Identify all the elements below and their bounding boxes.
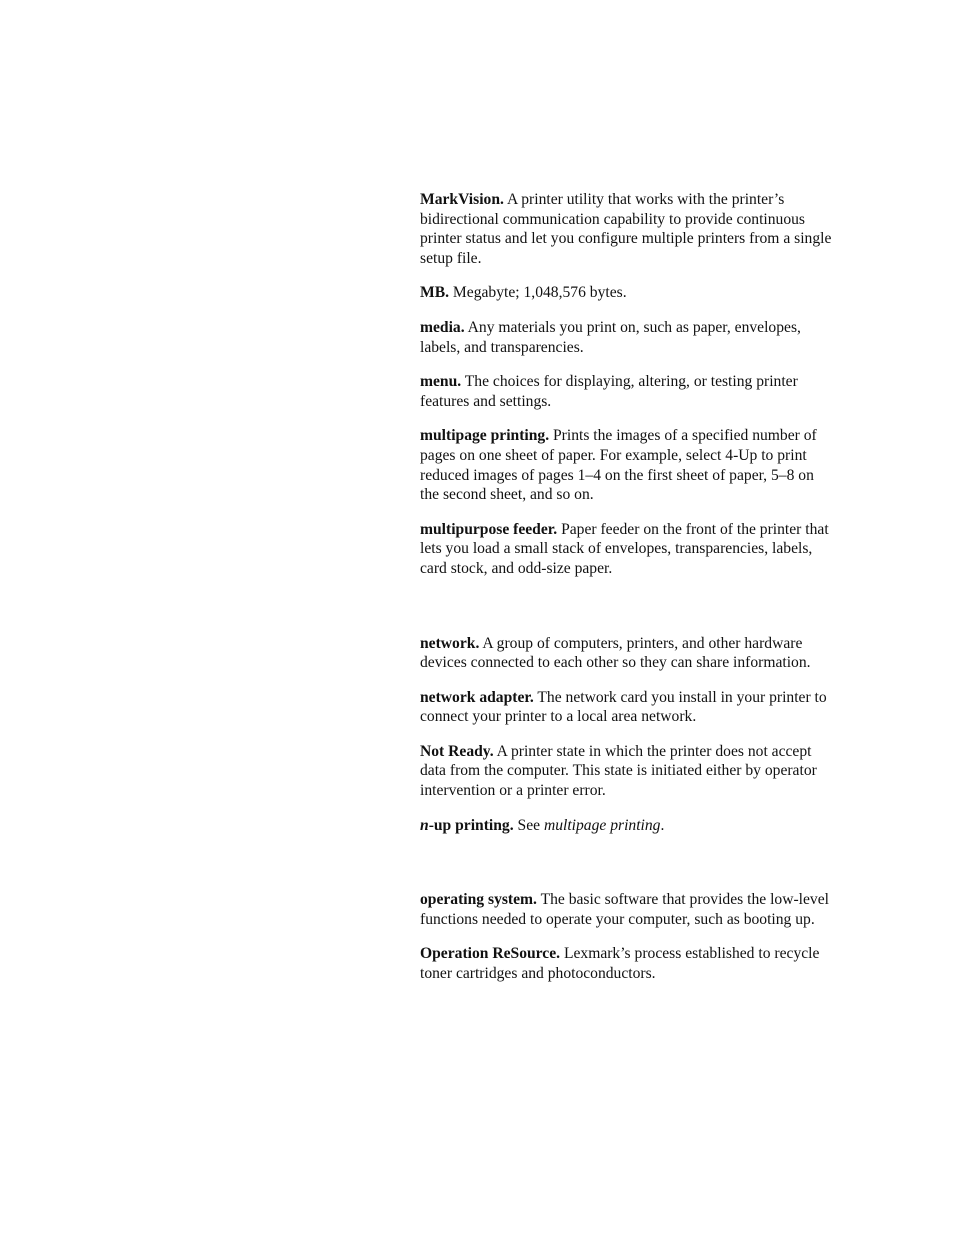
glossary-definition: A printer utility that works with the printer’s bidirectional communication capability to provide continuous printer status and let you configure multiple printers from a single setup file. [420,191,832,267]
glossary-term: multipage printing. [420,427,550,445]
glossary-term: MB. [420,284,450,302]
glossary-definition: The basic software that provides the low-level functions needed to operate your computer, such as booting up. [420,891,829,928]
section-divider [420,850,835,890]
glossary-entry-network-adapter [420,688,835,727]
glossary-entry-not-ready [420,742,835,801]
glossary-cross-reference: multipage printing [543,816,661,834]
glossary-definition: Lexmark’s process established to recycle toner cartridges and photoconductors. [420,945,820,983]
glossary-term: Not Ready. [420,742,494,760]
glossary-see-text: See [513,816,544,834]
glossary-term-italic: n [420,816,429,834]
glossary-definition: Prints the images of a specified number of pages on one sheet of paper. For example, select 4-Up to print reduced images of pages 1–4 on the first sheet of paper, 5–8 on the second sheet, and so on. [420,427,817,504]
glossary-term: multipurpose feeder. [420,520,558,538]
glossary-entry-markvision [420,190,835,268]
glossary-list [420,190,835,999]
glossary-entry-menu [420,372,835,411]
glossary-entry-operation-resource [420,944,835,983]
glossary-entry-mb [420,283,835,303]
glossary-definition: A printer state in which the printer does not accept data from the computer. This state is initiated either by operator intervention or a printer error. [420,742,817,800]
glossary-term: media. [420,318,465,336]
glossary-term [420,817,514,834]
glossary-entry-operating-system [420,890,835,929]
glossary-entry-multipurpose-feeder [420,520,835,579]
glossary-entry-multipage-printing [420,426,835,504]
glossary-term: menu. [420,373,462,391]
glossary-term: operating system. [420,891,537,909]
glossary-definition: A group of computers, printers, and other hardware devices connected to each other so they can share information. [420,634,811,672]
glossary-definition: Paper feeder on the front of the printer that lets you load a small stack of envelopes, transparencies, labels, card stock, and odd-size paper. [420,520,829,577]
glossary-definition: The choices for displaying, altering, or testing printer features and settings. [420,373,798,410]
glossary-term: network. [420,634,480,652]
glossary-definition: Megabyte; 1,048,576 bytes. [449,284,627,302]
glossary-term-rest: -up printing. [428,816,514,834]
glossary-term: network adapter. [420,688,534,706]
glossary-entry-network [420,634,835,673]
glossary-term: MarkVision. [420,191,504,208]
glossary-term: Operation ReSource. [420,945,561,963]
glossary-period: . [660,816,665,834]
glossary-entry-n-up-printing [420,816,835,836]
section-divider [420,594,835,634]
glossary-definition: The network card you install in your printer to connect your printer to a local area network. [420,688,827,726]
glossary-definition: Any materials you print on, such as paper, envelopes, labels, and transparencies. [420,318,801,356]
glossary-entry-media [420,318,835,357]
